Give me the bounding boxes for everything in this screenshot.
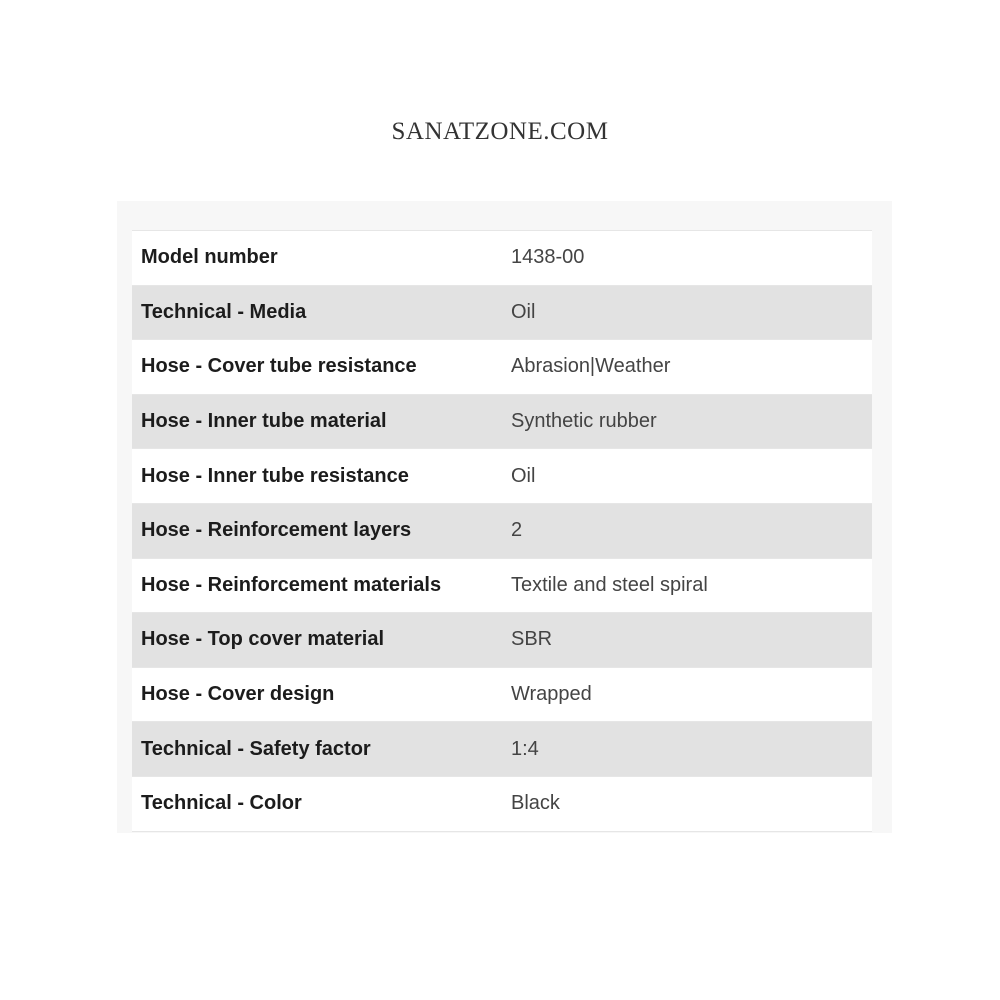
- spec-value: SBR: [511, 628, 553, 651]
- brand-watermark: SANATZONE.COM: [391, 118, 609, 145]
- spec-value: 1:4: [511, 737, 539, 760]
- spec-value: Oil: [511, 464, 536, 487]
- spec-label: Hose - Inner tube material: [141, 410, 387, 433]
- spec-row-reinforcement-materials: [132, 559, 872, 614]
- spec-value: Oil: [511, 300, 536, 323]
- spec-row-top-cover-material: [132, 613, 872, 668]
- spec-value: Abrasion|Weather: [511, 355, 671, 378]
- spec-value: 1438-00: [511, 246, 585, 269]
- spec-value: Textile and steel spiral: [511, 573, 708, 596]
- spec-label: Technical - Media: [141, 300, 307, 323]
- spec-row-model-number: [132, 231, 872, 286]
- spec-row-cover-tube-resistance: [132, 340, 872, 395]
- spec-label: Hose - Cover design: [141, 683, 335, 706]
- spec-label: Hose - Cover tube resistance: [141, 355, 417, 378]
- spec-row-safety-factor: [132, 722, 872, 777]
- spec-value: Wrapped: [511, 683, 592, 706]
- spec-label: Hose - Reinforcement materials: [141, 573, 442, 596]
- spec-label: Technical - Safety factor: [141, 737, 371, 760]
- spec-label: Hose - Reinforcement layers: [141, 519, 412, 542]
- spec-label: Hose - Top cover material: [141, 628, 385, 651]
- spec-row-inner-tube-resistance: [132, 449, 872, 504]
- spec-label: Technical - Color: [141, 792, 302, 815]
- spec-value: Synthetic rubber: [511, 410, 657, 433]
- spec-table: [132, 230, 872, 832]
- spec-row-inner-tube-material: [132, 395, 872, 450]
- spec-row-cover-design: [132, 668, 872, 723]
- spec-value: Black: [511, 792, 560, 815]
- spec-row-media: [132, 286, 872, 341]
- spec-row-color: [132, 777, 872, 832]
- spec-label: Model number: [141, 246, 278, 269]
- spec-row-reinforcement-layers: [132, 504, 872, 559]
- spec-label: Hose - Inner tube resistance: [141, 464, 409, 487]
- spec-value: 2: [511, 519, 523, 542]
